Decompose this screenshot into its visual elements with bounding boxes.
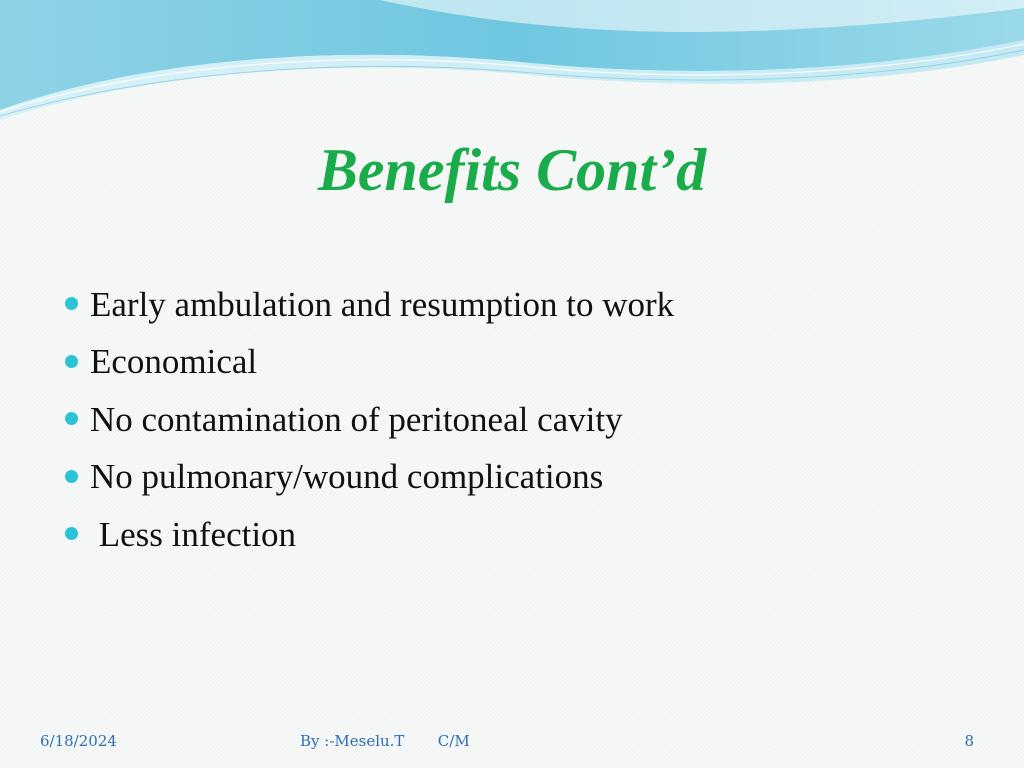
bullet-list xyxy=(62,276,674,564)
bullet-dot-icon xyxy=(65,527,78,540)
slide-title: Benefits Cont’d xyxy=(317,137,707,203)
bullet-dot-icon xyxy=(65,412,78,425)
bullet-item xyxy=(62,334,674,392)
footer-author: By :-Meselu.T C/M xyxy=(300,732,470,750)
footer-page-number: 8 xyxy=(964,732,974,750)
bullet-text: Economical xyxy=(90,342,258,382)
footer-date: 6/18/2024 xyxy=(40,732,117,750)
bullet-item xyxy=(62,391,674,449)
bullet-dot-icon xyxy=(65,297,78,310)
bullet-text: No contamination of peritoneal cavity xyxy=(90,399,623,439)
bullet-item xyxy=(62,449,674,507)
header-wave-decoration xyxy=(0,0,1024,130)
bullet-text: Early ambulation and resumption to work xyxy=(90,284,675,324)
bullet-item xyxy=(62,276,674,334)
bullet-dot-icon xyxy=(65,355,78,368)
bullet-dot-icon xyxy=(65,470,78,483)
bullet-text: Less infection xyxy=(90,514,297,554)
bullet-item xyxy=(62,506,674,564)
bullet-text: No pulmonary/wound complications xyxy=(90,457,604,497)
